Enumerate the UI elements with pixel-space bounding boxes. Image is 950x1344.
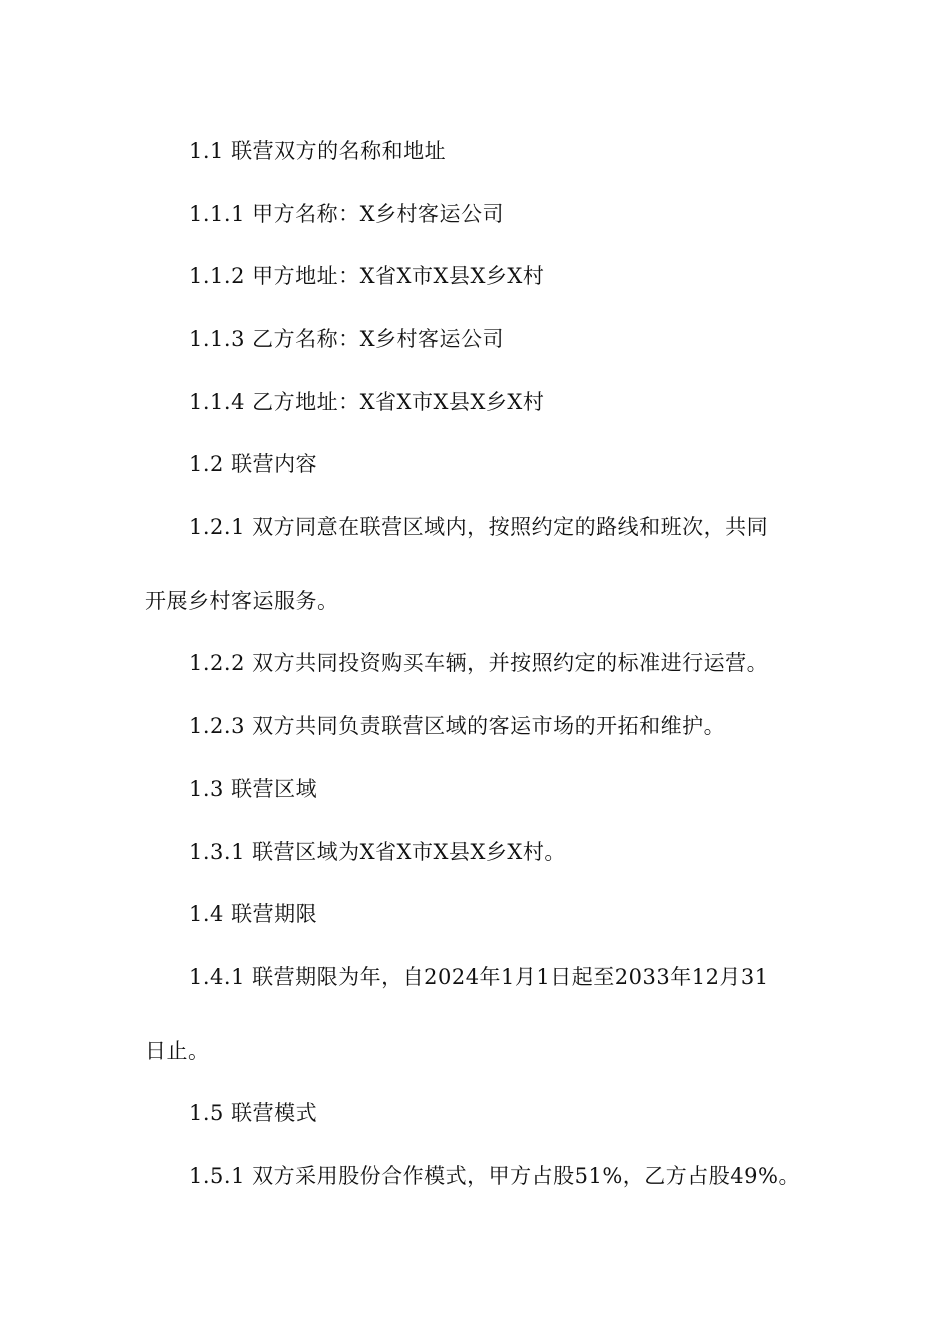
clause-1-3-1: 1.3.1 联营区域为X省X市X县X乡X村。 xyxy=(189,840,566,864)
clause-1-1-3: 1.1.3 乙方名称：X乡村客运公司 xyxy=(189,327,505,351)
clause-1-2-1: 1.2.1 双方同意在联营区域内，按照约定的路线和班次，共同 xyxy=(189,515,769,539)
clause-1-2-3: 1.2.3 双方共同负责联营区域的客运市场的开拓和维护。 xyxy=(189,714,726,738)
heading-1-5: 1.5 联营模式 xyxy=(189,1101,318,1125)
heading-1-3: 1.3 联营区域 xyxy=(189,777,318,801)
clause-1-4-1-continuation: 日止。 xyxy=(145,1039,210,1063)
heading-1-2: 1.2 联营内容 xyxy=(189,452,318,476)
clause-1-2-2: 1.2.2 双方共同投资购买车辆，并按照约定的标准进行运营。 xyxy=(189,651,769,675)
heading-1-4: 1.4 联营期限 xyxy=(189,902,318,926)
clause-1-1-2: 1.1.2 甲方地址：X省X市X县X乡X村 xyxy=(189,264,545,288)
clause-1-2-1-continuation: 开展乡村客运服务。 xyxy=(145,589,339,613)
clause-1-4-1: 1.4.1 联营期限为年，自2024年1月1日起至2033年12月31 xyxy=(189,965,769,989)
clause-1-1-4: 1.1.4 乙方地址：X省X市X县X乡X村 xyxy=(189,390,545,414)
clause-1-1-1: 1.1.1 甲方名称：X乡村客运公司 xyxy=(189,202,505,226)
heading-1-1: 1.1 联营双方的名称和地址 xyxy=(189,139,447,163)
clause-1-5-1: 1.5.1 双方采用股份合作模式，甲方占股51%，乙方占股49%。 xyxy=(189,1164,800,1188)
